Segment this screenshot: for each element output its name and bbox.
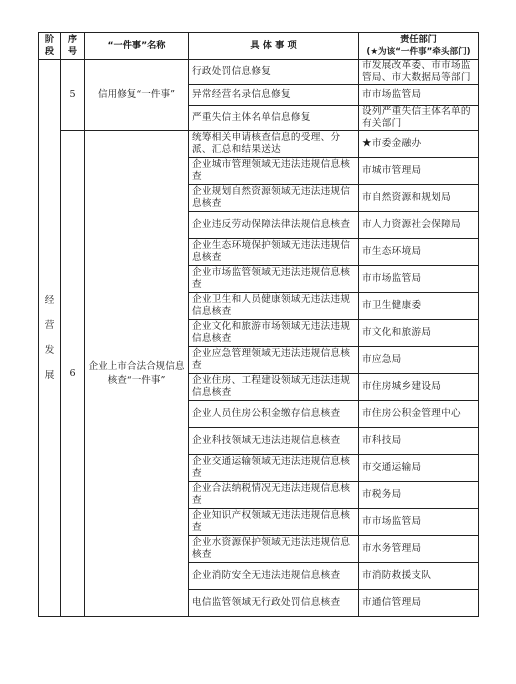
item-cell: 企业市场监管领域无违法违规信息核查: [189, 266, 359, 293]
item-cell: 企业规划自然资源领域无违法违规信息核查: [189, 185, 359, 212]
dept-cell: 市市场监管局: [359, 85, 479, 106]
item-cell: 企业合法纳税情况无违法违规信息核查: [189, 482, 359, 509]
name-cell: [85, 131, 189, 617]
header-dept-note: (★为该“一件事”牵头部门): [366, 47, 471, 57]
dept-cell: ★市委金融办: [359, 131, 479, 158]
header-dept-title: 责任部门: [400, 34, 437, 45]
table-row: [39, 131, 479, 158]
item-cell: 企业城市管理领域无违法违规信息核查: [189, 158, 359, 185]
matter-name: 信用修复“一件事”: [98, 89, 175, 100]
item-cell: 企业应急管理领域无违法违规信息核查: [189, 347, 359, 374]
item-cell: 企业住房、工程建设领域无违法违规信息核查: [189, 374, 359, 401]
header-stage: 阶段: [39, 33, 61, 60]
dept-cell: 市应急局: [359, 347, 479, 374]
item-cell: 行政处罚信息修复: [189, 60, 359, 85]
dept-cell: 市住房城乡建设局: [359, 374, 479, 401]
dept-cell: 市消防救援支队: [359, 563, 479, 590]
item-cell: 企业水资源保护领域无违法违规信息核查: [189, 536, 359, 563]
seq-cell: 6: [61, 131, 85, 617]
dept-cell: 市生态环境局: [359, 239, 479, 266]
header-name: “一件事”名称: [85, 33, 189, 60]
dept-cell: 市交通运输局: [359, 455, 479, 482]
seq-cell: 5: [61, 60, 85, 131]
item-cell: 异常经营名录信息修复: [189, 85, 359, 106]
dept-cell: 市发展改革委、市市场监管局、市大数据局等部门: [359, 60, 479, 85]
dept-cell: 设列严重失信主体名单的有关部门: [359, 106, 479, 131]
dept-cell: 市住房公积金管理中心: [359, 401, 479, 428]
item-cell: 企业卫生和人员健康领域无违法违规信息核查: [189, 293, 359, 320]
header-item: 具 体 事 项: [189, 33, 359, 60]
responsibility-table: [38, 32, 479, 617]
dept-cell: 市文化和旅游局: [359, 320, 479, 347]
item-cell: 企业知识产权领域无违法违规信息核查: [189, 509, 359, 536]
header-seq: 序号: [61, 33, 85, 60]
item-cell: 企业交通运输领域无违法违规信息核查: [189, 455, 359, 482]
item-cell: 企业人员住房公积金缴存信息核查: [189, 401, 359, 428]
table-row: [39, 60, 479, 85]
dept-cell: 市卫生健康委: [359, 293, 479, 320]
stage-label: 经营发展: [44, 295, 55, 381]
dept-cell: 市水务管理局: [359, 536, 479, 563]
dept-cell: 市自然资源和规划局: [359, 185, 479, 212]
stage-cell: [39, 60, 61, 617]
item-cell: 企业科技领域无违法违规信息核查: [189, 428, 359, 455]
dept-cell: 市税务局: [359, 482, 479, 509]
header-dept: [359, 33, 479, 60]
item-cell: 企业文化和旅游市场领域无违法违规信息核查: [189, 320, 359, 347]
item-cell: 电信监管领域无行政处罚信息核查: [189, 590, 359, 617]
matter-name: 企业上市合法合规信息核查“一件事”: [88, 360, 185, 386]
dept-cell: 市人力资源社会保障局: [359, 212, 479, 239]
dept-cell: 市通信管理局: [359, 590, 479, 617]
item-cell: 统筹相关申请核查信息的受理、分派、汇总和结果送达: [189, 131, 359, 158]
item-cell: 严重失信主体名单信息修复: [189, 106, 359, 131]
item-cell: 企业消防安全无违法违规信息核查: [189, 563, 359, 590]
dept-cell: 市科技局: [359, 428, 479, 455]
dept-cell: 市市场监管局: [359, 509, 479, 536]
dept-cell: 市市场监管局: [359, 266, 479, 293]
item-cell: 企业违反劳动保障法律法规信息核查: [189, 212, 359, 239]
table-header-row: [39, 33, 479, 60]
dept-cell: 市城市管理局: [359, 158, 479, 185]
name-cell: [85, 60, 189, 131]
item-cell: 企业生态环境保护领域无违法违规信息核查: [189, 239, 359, 266]
